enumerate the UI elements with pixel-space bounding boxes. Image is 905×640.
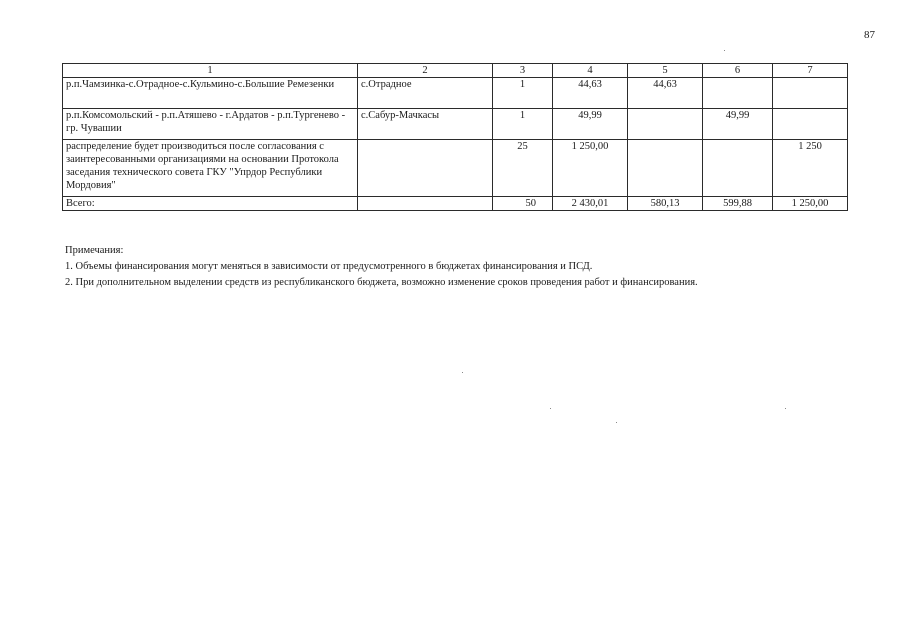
value-cell: 49,99: [703, 109, 773, 140]
table-total-row: [63, 197, 848, 211]
column-header: 5: [628, 64, 703, 78]
total-value: 580,13: [628, 197, 703, 211]
value-cell: 1 250: [773, 140, 848, 197]
scan-speck: [616, 422, 617, 423]
total-label: Всего:: [63, 197, 358, 211]
route-cell: р.п.Чамзинка-с.Отрадное-с.Кульмино-с.Большие Ремезенки: [63, 78, 358, 109]
value-cell: 44,63: [553, 78, 628, 109]
value-cell: [773, 109, 848, 140]
column-header: 7: [773, 64, 848, 78]
scan-speck: [785, 408, 786, 409]
note-item: 2. При дополнительном выделении средств из республиканского бюджета, возможно изменение сроков проведения работ и финансирования.: [65, 277, 698, 288]
table-row: [63, 140, 848, 197]
notes-title: Примечания:: [65, 245, 124, 256]
count-cell: 1: [493, 109, 553, 140]
column-header: 3: [493, 64, 553, 78]
count-cell: 1: [493, 78, 553, 109]
column-header: 6: [703, 64, 773, 78]
value-cell: [703, 78, 773, 109]
value-cell: [773, 78, 848, 109]
total-value: 1 250,00: [773, 197, 848, 211]
total-value: 599,88: [703, 197, 773, 211]
place-cell: [358, 140, 493, 197]
value-cell: 49,99: [553, 109, 628, 140]
value-cell: [628, 109, 703, 140]
route-cell: р.п.Комсомольский - р.п.Атяшево - г.Ардатов - р.п.Тургенево - гр. Чувашии: [63, 109, 358, 140]
value-cell: [703, 140, 773, 197]
total-count: 50: [493, 197, 553, 211]
scan-speck: [550, 408, 551, 409]
notes-section: [65, 243, 698, 291]
total-value: 2 430,01: [553, 197, 628, 211]
note-item: 1. Объемы финансирования могут меняться в зависимости от предусмотренного в бюджетах финансирования и ПСД.: [65, 261, 593, 272]
scan-speck: [724, 50, 725, 51]
route-cell: распределение будет производиться после согласования с заинтересованными организациями на основании Протокола заседания технического совета ГКУ "Упрдор Республики Мордовия": [63, 140, 358, 197]
place-cell: с.Отрадное: [358, 78, 493, 109]
page-number: 87: [864, 29, 875, 41]
financing-table: [62, 63, 848, 211]
column-header: 4: [553, 64, 628, 78]
value-cell: 1 250,00: [553, 140, 628, 197]
column-header: 1: [63, 64, 358, 78]
table-row: [63, 78, 848, 109]
place-cell: [358, 197, 493, 211]
table-row: [63, 109, 848, 140]
place-cell: с.Сабур-Мачкасы: [358, 109, 493, 140]
scan-speck: [462, 372, 463, 373]
column-header: 2: [358, 64, 493, 78]
value-cell: 44,63: [628, 78, 703, 109]
value-cell: [628, 140, 703, 197]
table-header-row: [63, 64, 848, 78]
count-cell: 25: [493, 140, 553, 197]
